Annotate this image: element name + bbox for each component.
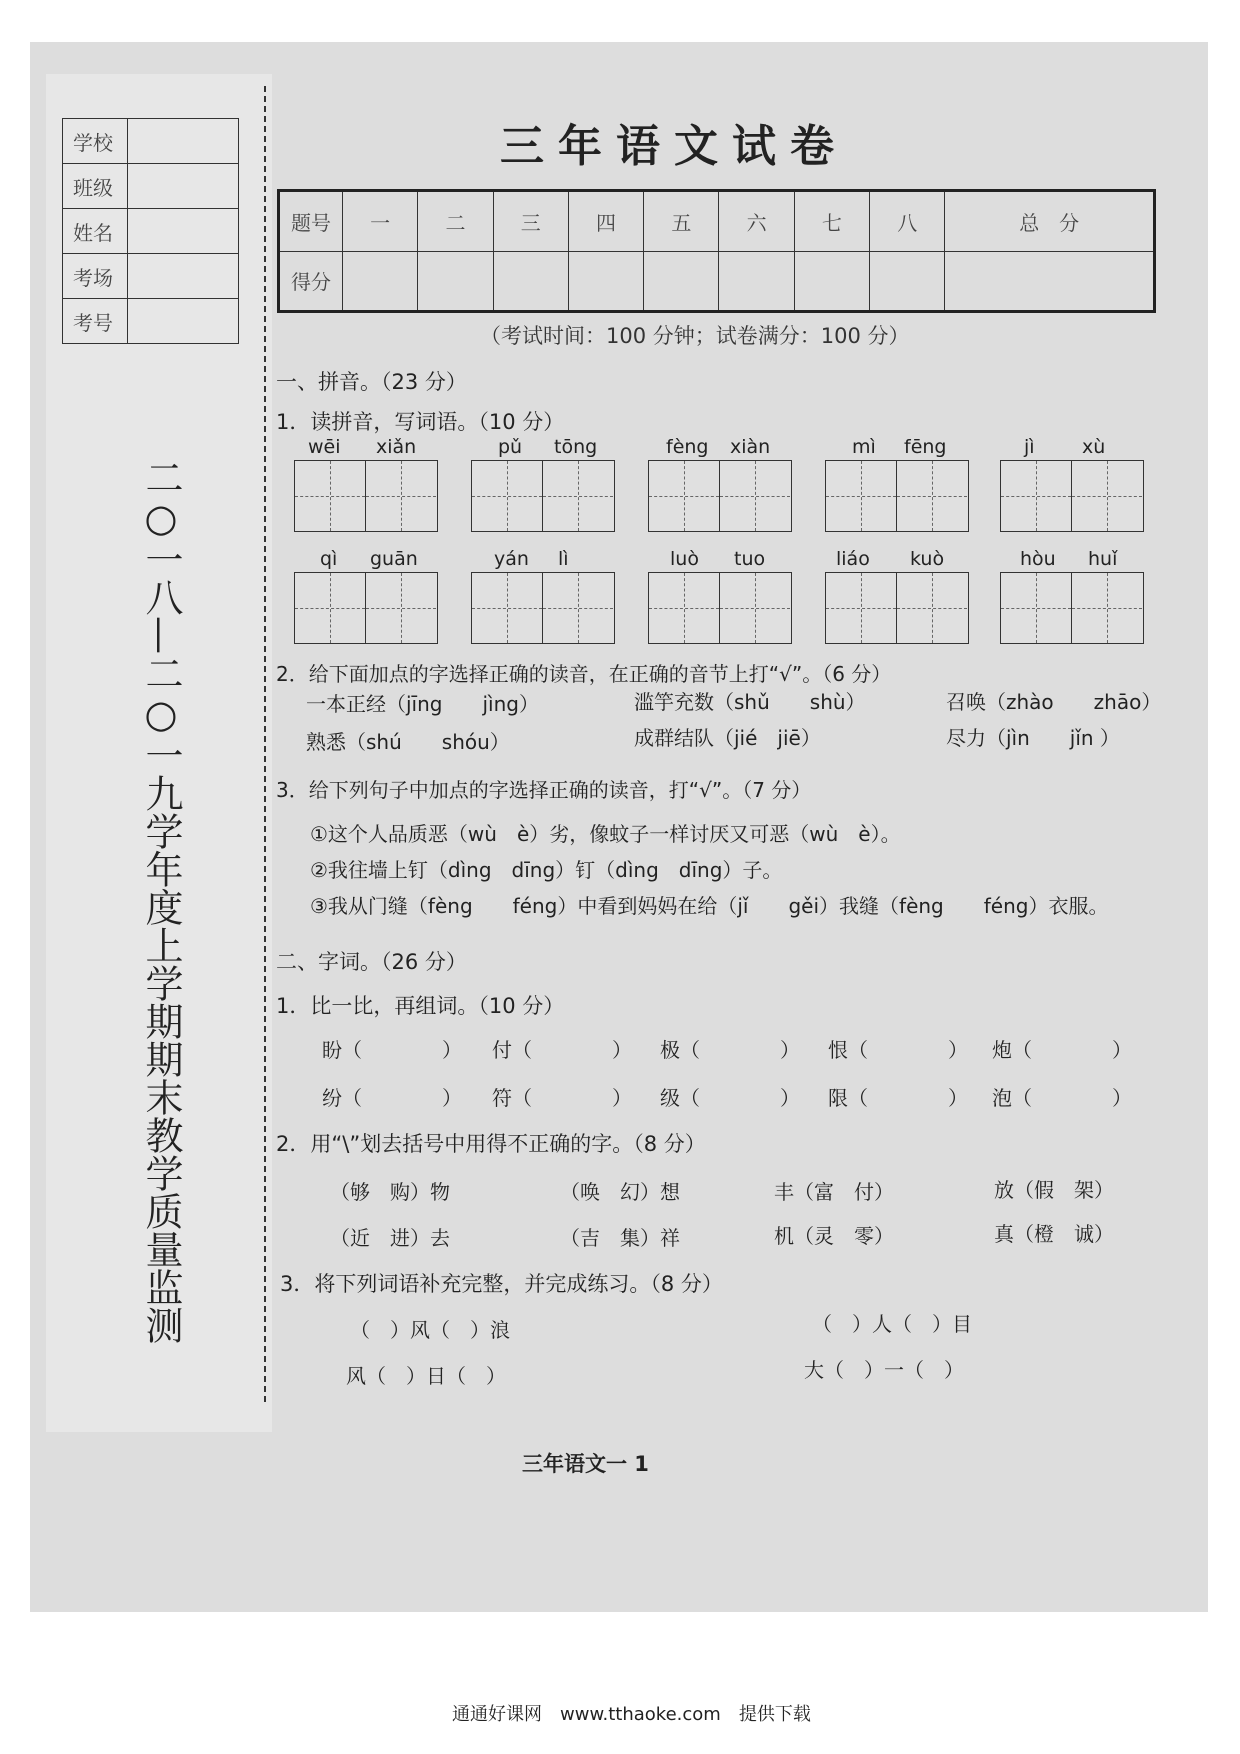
pinyin: fèng (666, 436, 709, 458)
compare-item[interactable]: 盼（ ） (322, 1038, 462, 1062)
strike-item[interactable]: 机（灵 零） (774, 1224, 894, 1248)
sentence-choice[interactable]: ①这个人品质恶（wù è）劣，像蚊子一样讨厌又可恶（wù è）。 (310, 822, 901, 846)
score-cell[interactable] (568, 251, 643, 312)
strike-item[interactable]: （吉 集）祥 (560, 1226, 680, 1250)
student-info-table (62, 118, 239, 344)
question-title: 1．读拼音，写词语。（10 分） (276, 410, 565, 434)
info-row-room (63, 254, 239, 299)
pinyin: liáo (836, 548, 870, 570)
pinyin: yán (494, 548, 529, 570)
score-cell[interactable] (794, 251, 869, 312)
sentence-choice[interactable]: ②我往墙上钉（dìng dīng）钉（dìng dīng）子。 (310, 858, 783, 882)
question-title: 3．将下列词语补充完整，并完成练习。（8 分） (280, 1272, 723, 1296)
idiom-blank[interactable]: 风（ ）日（ ） (346, 1364, 506, 1388)
score-cell[interactable] (870, 251, 945, 312)
pinyin: pǔ (498, 436, 523, 458)
info-label: 考场 (63, 254, 128, 299)
reading-choice[interactable]: 熟悉（shú shóu） (306, 730, 510, 754)
info-field[interactable] (128, 299, 239, 344)
reading-choice[interactable]: 召唤（zhào zhāo） (946, 690, 1162, 714)
section-heading: 一、拼音。（23 分） (276, 370, 467, 394)
score-header: 三 (493, 191, 568, 252)
compare-item[interactable]: 极（ ） (660, 1038, 800, 1062)
writing-grid[interactable] (1000, 572, 1144, 644)
pinyin: huǐ (1088, 548, 1118, 570)
pinyin: lì (558, 548, 569, 570)
info-field[interactable] (128, 119, 239, 164)
strike-item[interactable]: 放（假 架） (994, 1178, 1114, 1202)
score-cell[interactable] (719, 251, 794, 312)
score-header: 八 (870, 191, 945, 252)
question-title: 2．用“\”划去括号中用得不正确的字。（8 分） (276, 1132, 706, 1156)
strike-item[interactable]: （唤 幻）想 (560, 1180, 680, 1204)
strike-item[interactable]: 真（橙 诚） (994, 1222, 1114, 1246)
pinyin: luò (670, 548, 699, 570)
reading-choice[interactable]: 尽力（jìn jǐn ） (946, 726, 1120, 750)
pinyin: tuo (734, 548, 766, 570)
compare-item[interactable]: 付（ ） (492, 1038, 632, 1062)
info-field[interactable] (128, 164, 239, 209)
compare-item[interactable]: 限（ ） (828, 1086, 968, 1110)
pinyin: mì (852, 436, 876, 458)
writing-grid[interactable] (294, 572, 438, 644)
info-label: 考号 (63, 299, 128, 344)
compare-item[interactable]: 泡（ ） (992, 1086, 1132, 1110)
pinyin: guān (370, 548, 418, 570)
pinyin: fēng (904, 436, 947, 458)
info-field[interactable] (128, 254, 239, 299)
score-cell[interactable] (493, 251, 568, 312)
score-header: 五 (644, 191, 719, 252)
question-title: 2．给下面加点的字选择正确的读音，在正确的音节上打“√”。（6 分） (276, 662, 892, 686)
score-header: 总 分 (945, 191, 1155, 252)
score-header: 四 (568, 191, 643, 252)
info-row-school (63, 119, 239, 164)
score-table (277, 189, 1156, 313)
section-heading: 二、字词。（26 分） (276, 950, 467, 974)
binding-line (264, 86, 266, 1402)
score-header: 二 (418, 191, 493, 252)
pinyin: jì (1024, 436, 1035, 458)
pinyin: tōng (554, 436, 598, 458)
info-field[interactable] (128, 209, 239, 254)
writing-grid[interactable] (648, 460, 792, 532)
pinyin: qì (320, 548, 338, 570)
compare-item[interactable]: 符（ ） (492, 1086, 632, 1110)
exam-note: （考试时间：100 分钟；试卷满分：100 分） (480, 324, 910, 348)
question-title: 1．比一比，再组词。（10 分） (276, 994, 565, 1018)
score-cell[interactable] (418, 251, 493, 312)
score-row-label: 题号 (279, 191, 343, 252)
score-cell[interactable] (343, 251, 418, 312)
compare-item[interactable]: 恨（ ） (828, 1038, 968, 1062)
writing-grid[interactable] (471, 572, 615, 644)
info-row-class (63, 164, 239, 209)
pinyin: xù (1082, 436, 1106, 458)
compare-item[interactable]: 纷（ ） (322, 1086, 462, 1110)
score-cell[interactable] (644, 251, 719, 312)
pinyin: wēi (308, 436, 341, 458)
pinyin: hòu (1020, 548, 1056, 570)
idiom-blank[interactable]: （ ）人（ ）目 (812, 1312, 972, 1336)
pinyin: xiàn (730, 436, 771, 458)
pinyin: xiǎn (376, 436, 417, 458)
score-cell[interactable] (945, 251, 1155, 312)
info-label: 姓名 (63, 209, 128, 254)
writing-grid[interactable] (471, 460, 615, 532)
page-title: 三年语文试卷 (500, 121, 848, 172)
score-header: 六 (719, 191, 794, 252)
idiom-blank[interactable]: 大（ ）一（ ） (804, 1358, 964, 1382)
reading-choice[interactable]: 一本正经（jīng jìng） (306, 692, 539, 716)
strike-item[interactable]: 丰（富 付） (774, 1180, 894, 1204)
score-header: 一 (343, 191, 418, 252)
info-label: 班级 (63, 164, 128, 209)
info-row-name (63, 209, 239, 254)
pinyin: kuò (910, 548, 945, 570)
strike-item[interactable]: （近 进）去 (330, 1226, 450, 1250)
vertical-exam-title: 二○一八—二○一九学年度上学期期末教学质量监测 (139, 458, 183, 1344)
compare-item[interactable]: 炮（ ） (992, 1038, 1132, 1062)
page-footer: 三年语文一 1 (522, 1452, 649, 1476)
score-row-label: 得分 (279, 251, 343, 312)
info-label: 学校 (63, 119, 128, 164)
question-title: 3．给下列句子中加点的字选择正确的读音，打“√”。（7 分） (276, 778, 812, 802)
writing-grid[interactable] (294, 460, 438, 532)
compare-item[interactable]: 级（ ） (660, 1086, 800, 1110)
strike-item[interactable]: （够 购）物 (330, 1180, 450, 1204)
watermark-footer: 通通好课网 www.tthaoke.com 提供下载 (452, 1704, 811, 1725)
info-row-number (63, 299, 239, 344)
score-header: 七 (794, 191, 869, 252)
sentence-choice[interactable]: ③我从门缝（fèng féng）中看到妈妈在给（jǐ gěi）我缝（fèng féng）衣服。 (310, 894, 1109, 918)
writing-grid[interactable] (825, 572, 969, 644)
writing-grid[interactable] (825, 460, 969, 532)
reading-choice[interactable]: 滥竽充数（shǔ shù） (634, 690, 866, 714)
writing-grid[interactable] (648, 572, 792, 644)
idiom-blank[interactable]: （ ）风（ ）浪 (350, 1318, 510, 1342)
writing-grid[interactable] (1000, 460, 1144, 532)
reading-choice[interactable]: 成群结队（jié jiē） (634, 726, 821, 750)
